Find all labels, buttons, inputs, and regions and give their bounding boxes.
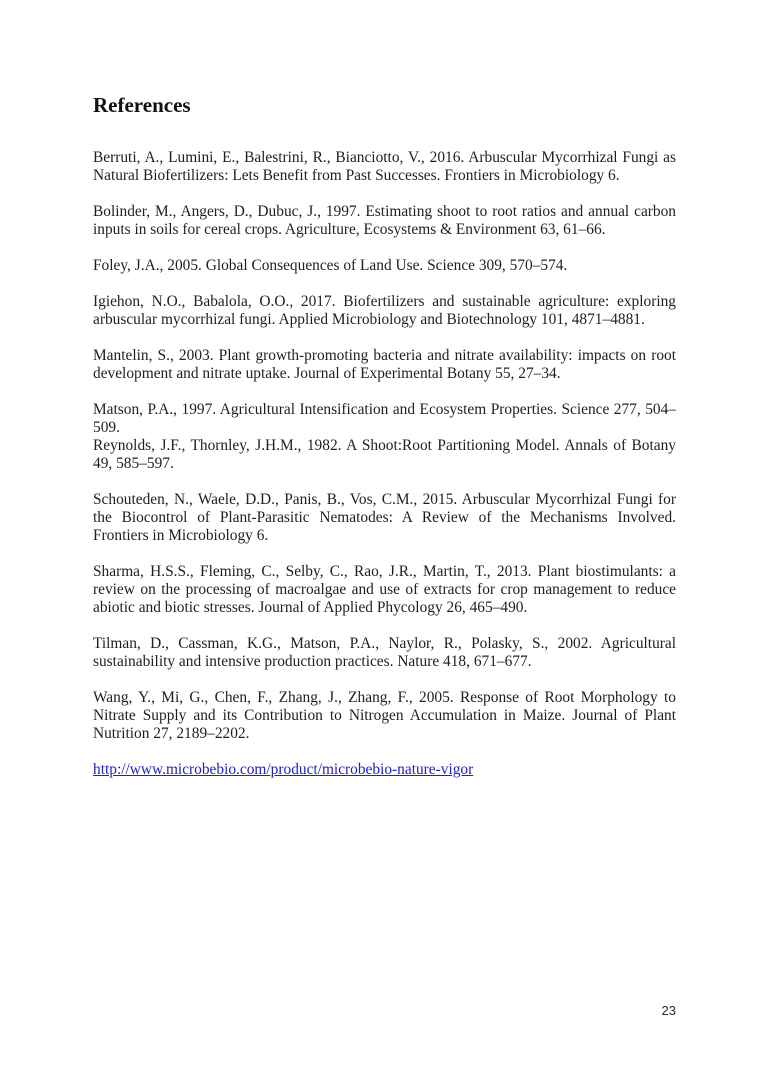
reference-entry: Matson, P.A., 1997. Agricultural Intensification and Ecosystem Properties. Science 277, 504–509. <box>93 401 676 436</box>
reference-entry: Mantelin, S., 2003. Plant growth-promoting bacteria and nitrate availability: impacts on root development and nitrate uptake. Journal of Experimental Botany 55, 27–34. <box>93 347 676 382</box>
product-link-line <box>93 761 676 779</box>
reference-entry: Tilman, D., Cassman, K.G., Matson, P.A., Naylor, R., Polasky, S., 2002. Agricultural sustainability and intensive production practices. Nature 418, 671–677. <box>93 635 676 670</box>
reference-entry: Foley, J.A., 2005. Global Consequences of Land Use. Science 309, 570–574. <box>93 257 568 274</box>
reference-entry: Igiehon, N.O., Babalola, O.O., 2017. Biofertilizers and sustainable agriculture: exploring arbuscular mycorrhizal fungi. Applied Microbiology and Biotechnology 101, 4871–4881. <box>93 293 676 328</box>
references-section <box>93 93 676 779</box>
page-title: References <box>93 93 191 117</box>
reference-entry: Wang, Y., Mi, G., Chen, F., Zhang, J., Zhang, F., 2005. Response of Root Morphology to Nitrate Supply and its Contribution to Nitrogen Accumulation in Maize. Journal of Plant Nutrition 27, 2189–2202. <box>93 689 676 742</box>
reference-entry: Bolinder, M., Angers, D., Dubuc, J., 1997. Estimating shoot to root ratios and annual carbon inputs in soils for cereal crops. Agriculture, Ecosystems & Environment 63, 61–66. <box>93 203 676 238</box>
product-hyperlink[interactable]: http://www.microbebio.com/product/microbebio-nature-vigor <box>93 761 474 778</box>
reference-entry: Reynolds, J.F., Thornley, J.H.M., 1982. A Shoot:Root Partitioning Model. Annals of Botany 49, 585–597. <box>93 437 676 472</box>
reference-entry: Sharma, H.S.S., Fleming, C., Selby, C., Rao, J.R., Martin, T., 2013. Plant biostimulants: a review on the processing of macroalgae and use of extracts for crop management to reduce abiotic and biotic stresses. Journal of Applied Phycology 26, 465–490. <box>93 563 676 616</box>
reference-entry: Berruti, A., Lumini, E., Balestrini, R., Bianciotto, V., 2016. Arbuscular Mycorrhizal Fungi as Natural Biofertilizers: Lets Benefit from Past Successes. Frontiers in Microbiology 6. <box>93 149 676 184</box>
reference-entry: Schouteden, N., Waele, D.D., Panis, B., Vos, C.M., 2015. Arbuscular Mycorrhizal Fungi for the Biocontrol of Plant-Parasitic Nematodes: A Review of the Mechanisms Involved. Frontiers in Microbiology 6. <box>93 491 676 544</box>
page-number: 23 <box>661 1003 676 1018</box>
